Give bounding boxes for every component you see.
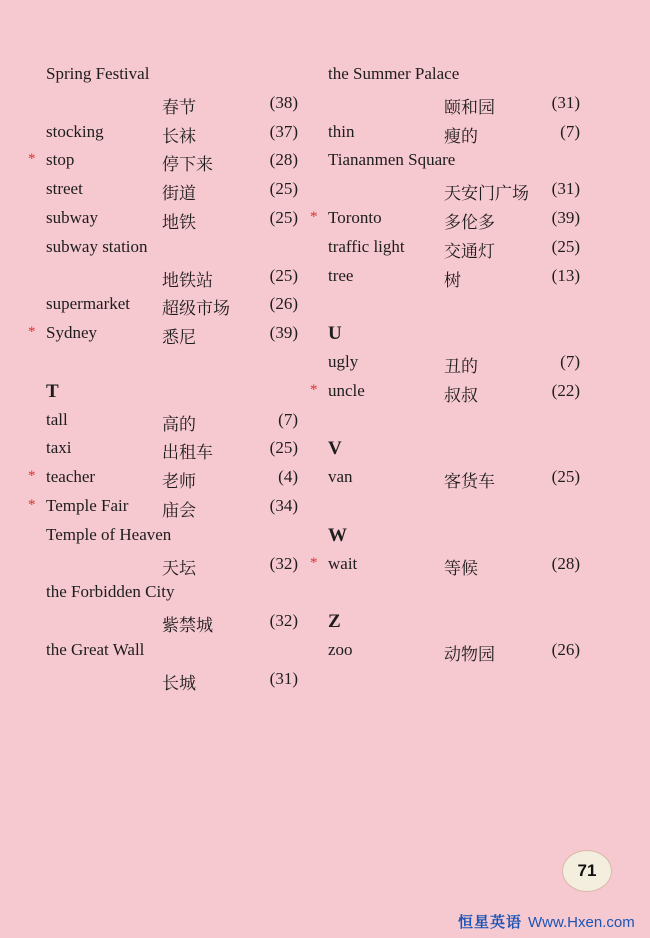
page-reference: (31) bbox=[269, 668, 298, 688]
english-term: van bbox=[328, 467, 353, 487]
glossary-entry bbox=[28, 175, 298, 204]
glossary-entry bbox=[310, 204, 580, 233]
star-marker-icon: * bbox=[28, 468, 36, 485]
glossary-entry bbox=[28, 233, 298, 262]
chinese-translation: 春节 bbox=[162, 97, 196, 118]
glossary-entry bbox=[28, 636, 298, 665]
english-term: teacher bbox=[46, 467, 96, 487]
glossary-right-column bbox=[310, 60, 580, 665]
section-letter-row bbox=[28, 377, 298, 406]
chinese-translation: 长袜 bbox=[162, 126, 196, 147]
glossary-entry bbox=[28, 262, 298, 291]
page-reference: (26) bbox=[269, 294, 298, 314]
star-marker-icon: * bbox=[310, 554, 318, 571]
glossary-entry bbox=[310, 146, 580, 175]
glossary-entry bbox=[28, 492, 298, 521]
chinese-translation: 超级市场 bbox=[162, 299, 230, 320]
page-reference: (28) bbox=[551, 553, 580, 573]
english-term: the Forbidden City bbox=[46, 582, 175, 602]
chinese-translation: 天坛 bbox=[162, 558, 196, 579]
chinese-translation: 瘦的 bbox=[444, 126, 478, 147]
spacer bbox=[310, 492, 580, 521]
chinese-translation: 多伦多 bbox=[444, 212, 495, 233]
glossary-entry bbox=[28, 60, 298, 89]
chinese-translation: 停下来 bbox=[162, 155, 213, 176]
star-marker-icon: * bbox=[310, 381, 318, 398]
english-term: subway bbox=[46, 207, 98, 227]
section-letter: T bbox=[46, 380, 59, 402]
chinese-translation: 庙会 bbox=[162, 500, 196, 521]
glossary-entry bbox=[310, 233, 580, 262]
page-reference: (32) bbox=[269, 553, 298, 573]
glossary-entry bbox=[310, 377, 580, 406]
english-term: stop bbox=[46, 150, 75, 170]
page-reference: (25) bbox=[269, 179, 298, 199]
english-term: tree bbox=[328, 265, 354, 285]
page-reference: (39) bbox=[269, 323, 298, 343]
page-reference: (25) bbox=[551, 467, 580, 487]
glossary-entry bbox=[28, 89, 298, 118]
page-reference: (4) bbox=[278, 467, 298, 487]
chinese-translation: 叔叔 bbox=[444, 385, 478, 406]
chinese-translation: 地铁 bbox=[162, 212, 196, 233]
spacer bbox=[310, 578, 580, 607]
chinese-translation: 老师 bbox=[162, 472, 196, 493]
english-term: ugly bbox=[328, 351, 359, 371]
english-term: zoo bbox=[328, 639, 353, 659]
page-reference: (31) bbox=[551, 179, 580, 199]
page-reference: (25) bbox=[269, 438, 298, 458]
chinese-translation: 动物园 bbox=[444, 644, 495, 665]
chinese-translation: 丑的 bbox=[444, 356, 478, 377]
glossary-entry bbox=[310, 118, 580, 147]
chinese-translation: 出租车 bbox=[162, 443, 213, 464]
page-reference: (32) bbox=[269, 611, 298, 631]
chinese-translation: 长城 bbox=[162, 673, 196, 694]
glossary-entry bbox=[28, 578, 298, 607]
chinese-translation: 高的 bbox=[162, 414, 196, 435]
page-reference: (13) bbox=[551, 265, 580, 285]
star-marker-icon: * bbox=[28, 496, 36, 513]
glossary-entry bbox=[310, 262, 580, 291]
chinese-translation: 树 bbox=[444, 270, 461, 291]
chinese-translation: 街道 bbox=[162, 184, 196, 205]
star-marker-icon: * bbox=[28, 324, 36, 341]
glossary-entry bbox=[310, 175, 580, 204]
glossary-left-column bbox=[28, 60, 298, 694]
page-reference: (25) bbox=[269, 265, 298, 285]
page-reference: (22) bbox=[551, 380, 580, 400]
glossary-entry bbox=[310, 348, 580, 377]
english-term: the Great Wall bbox=[46, 639, 145, 659]
star-marker-icon: * bbox=[310, 208, 318, 225]
english-term: Temple of Heaven bbox=[46, 524, 172, 544]
glossary-entry bbox=[28, 204, 298, 233]
spacer bbox=[28, 348, 298, 377]
glossary-entry bbox=[28, 550, 298, 579]
glossary-entry bbox=[28, 607, 298, 636]
english-term: Toronto bbox=[328, 207, 382, 227]
english-term: supermarket bbox=[46, 294, 131, 314]
page-reference: (28) bbox=[269, 150, 298, 170]
english-term: stocking bbox=[46, 121, 104, 141]
english-term: street bbox=[46, 179, 83, 199]
page-number: 71 bbox=[562, 850, 612, 892]
page-reference: (31) bbox=[551, 92, 580, 112]
glossary-entry bbox=[28, 146, 298, 175]
page-reference: (7) bbox=[560, 351, 580, 371]
chinese-translation: 等候 bbox=[444, 558, 478, 579]
glossary-entry bbox=[310, 636, 580, 665]
glossary-entry bbox=[310, 463, 580, 492]
watermark bbox=[458, 912, 644, 934]
star-marker-icon: * bbox=[28, 151, 36, 168]
section-letter: U bbox=[328, 323, 342, 345]
english-term: Temple Fair bbox=[46, 495, 129, 515]
section-letter-row bbox=[310, 521, 580, 550]
english-term: taxi bbox=[46, 438, 72, 458]
chinese-translation: 天安门广场 bbox=[444, 184, 529, 205]
glossary-entry bbox=[28, 521, 298, 550]
english-term: Sydney bbox=[46, 323, 97, 343]
watermark-brand: 恒星英语 bbox=[458, 914, 523, 931]
page-reference: (25) bbox=[551, 236, 580, 256]
glossary-entry bbox=[28, 290, 298, 319]
chinese-translation: 交通灯 bbox=[444, 241, 495, 262]
english-term: subway station bbox=[46, 236, 148, 256]
section-letter: V bbox=[328, 438, 342, 460]
page-reference: (38) bbox=[269, 92, 298, 112]
english-term: traffic light bbox=[328, 236, 405, 256]
page-reference: (37) bbox=[269, 121, 298, 141]
glossary-entry bbox=[310, 89, 580, 118]
english-term: uncle bbox=[328, 380, 365, 400]
english-term: Spring Festival bbox=[46, 64, 150, 83]
page-reference: (34) bbox=[269, 495, 298, 515]
glossary-entry bbox=[28, 665, 298, 694]
spacer bbox=[310, 406, 580, 435]
page-reference: (26) bbox=[551, 639, 580, 659]
chinese-translation: 紫禁城 bbox=[162, 616, 213, 637]
glossary-entry bbox=[28, 118, 298, 147]
chinese-translation: 悉尼 bbox=[162, 328, 196, 349]
glossary-entry bbox=[310, 550, 580, 579]
section-letter-row bbox=[310, 319, 580, 348]
english-term: wait bbox=[328, 553, 358, 573]
glossary-entry bbox=[28, 319, 298, 348]
watermark-url: Www.Hxen.com bbox=[528, 914, 635, 931]
page-reference: (7) bbox=[278, 409, 298, 429]
chinese-translation: 地铁站 bbox=[162, 270, 213, 291]
section-letter-row bbox=[310, 607, 580, 636]
glossary-entry bbox=[28, 406, 298, 435]
english-term: Tiananmen Square bbox=[328, 150, 456, 170]
page-reference: (7) bbox=[560, 121, 580, 141]
english-term: tall bbox=[46, 409, 68, 429]
english-term: thin bbox=[328, 121, 355, 141]
chinese-translation: 客货车 bbox=[444, 472, 495, 493]
page-reference: (25) bbox=[269, 207, 298, 227]
english-term: the Summer Palace bbox=[328, 64, 460, 83]
page-reference: (39) bbox=[551, 207, 580, 227]
spacer bbox=[310, 290, 580, 319]
chinese-translation: 颐和园 bbox=[444, 97, 495, 118]
glossary-entry bbox=[28, 463, 298, 492]
glossary-entry bbox=[28, 434, 298, 463]
section-letter-row bbox=[310, 434, 580, 463]
glossary-entry bbox=[310, 60, 580, 89]
section-letter: W bbox=[328, 524, 347, 546]
section-letter: Z bbox=[328, 611, 341, 633]
